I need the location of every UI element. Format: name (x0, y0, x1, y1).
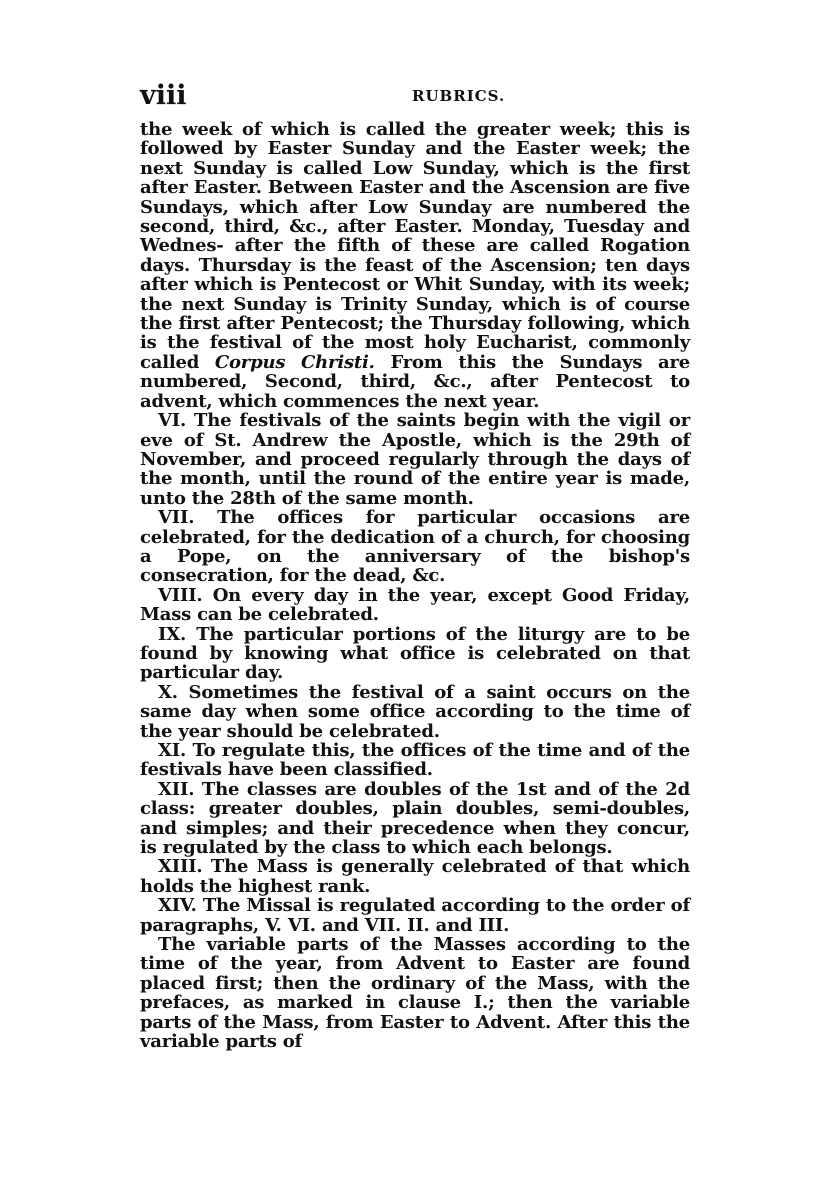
paragraph-vi: VI. The festivals of the saints begin with the vigil or eve of St. Andrew the Apostle, which is the 29th of November, and proceed regularly through the days of the month, until the round of the entire year is made, unto the 28th of the same month. (140, 410, 690, 509)
paragraph-viii: VIII. On every day in the year, except Good Friday, Mass can be celebrated. (140, 584, 690, 626)
body-text (140, 120, 690, 1052)
paragraph-xiii: XIII. The Mass is generally celebrated of that which holds the highest rank. (140, 856, 690, 897)
paragraph-xi: XI. To regulate this, the offices of the time and of the festivals have been classified. (140, 740, 690, 781)
page-header (140, 80, 690, 112)
paragraph-vii: VII. The offices for particular occasions are celebrated, for the dedication of a church, for choosing a Pope, on the anniversary of the bishop's consecration, for the dead, &c. (140, 507, 690, 587)
paragraph-xiv: XIV. The Missal is regulated according to the order of paragraphs, V. VI. and VII. II. and III. (140, 895, 690, 936)
italic-phrase: Corpus Christi. (214, 351, 375, 373)
paragraph-text: From this the Sundays are numbered, Second, third, &c., after Pentecost to advent, which commences the next year. (140, 351, 690, 412)
paragraph-text: the week of which is called the greater week; this is followed by Easter Sunday and the Easter week; the next Sunday is called Low Sunday, which is the first after Easter. Between Easter and the Ascension are five Sundays, which after Low Sunday are numbered the second, third, &c., after Easter. Monday, Tuesday and Wednes- after the fifth of these are called Rogation days. Thursday is the feast of the Ascension; ten days after which is Pentecost or Whit Sunday, with its week; the next Sunday is Trinity Sunday, which is of course the first after Pentecost; the Thursday following, which is the festival of the most holy Eucharist, commonly called (140, 119, 690, 373)
page-number: viii (140, 80, 187, 111)
paragraph-ix: IX. The particular portions of the liturgy are to be found by knowing what office is celebrated on that particular day. (140, 623, 690, 684)
paragraph-continuation (140, 120, 690, 411)
paragraph-x: X. Sometimes the festival of a saint occurs on the same day when some office according to the time of the year should be celebrated. (140, 681, 690, 742)
running-head: RUBRICS. (412, 87, 506, 105)
paragraph-xii: XII. The classes are doubles of the 1st and of the 2d class: greater doubles, plain doubles, semi-doubles, and simples; and their precedence when they concur, is regulated by the class to which each belongs. (140, 778, 690, 859)
paragraph-final: The variable parts of the Masses according to the time of the year, from Advent to Easter are found placed first; then the ordinary of the Mass, with the prefaces, as marked in clause I.; then the variable parts of the Mass, from Easter to Advent. After this the variable parts of (140, 934, 690, 1053)
